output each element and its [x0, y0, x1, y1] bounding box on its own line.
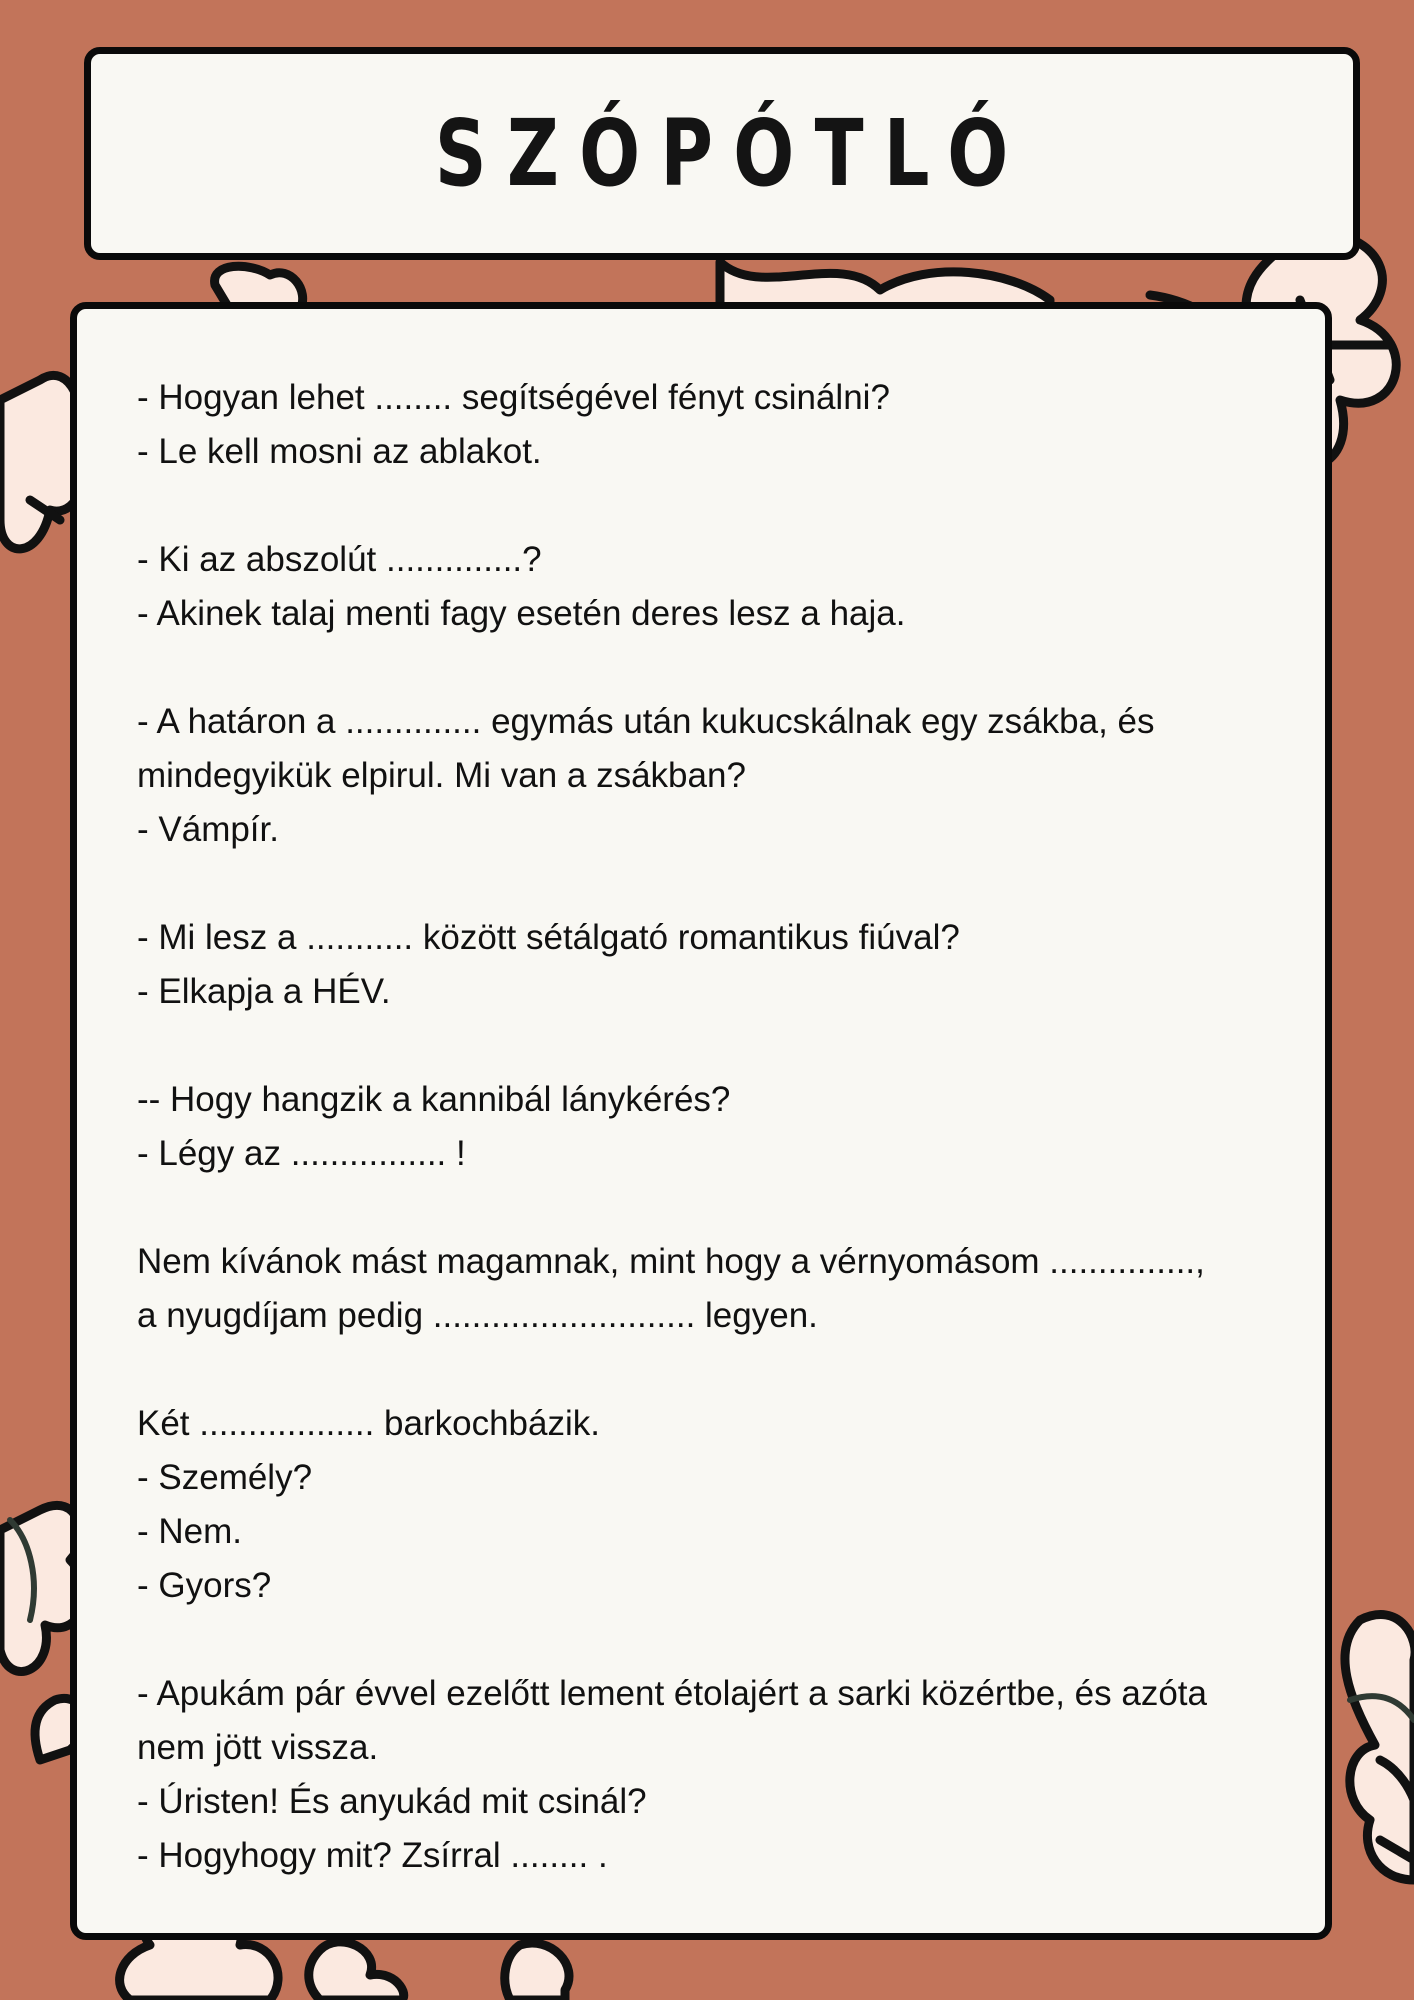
joke-line: mindegyikük elpirul. Mi van a zsákban? [137, 756, 746, 795]
joke-spacer [137, 641, 1325, 695]
joke-block [137, 1073, 1325, 1181]
joke-line: a nyugdíjam pedig ........................... legyen. [137, 1296, 818, 1335]
joke-line: - Ki az abszolút ..............? [137, 540, 542, 579]
joke-line: - Nem. [137, 1512, 242, 1551]
title-banner [84, 47, 1360, 260]
joke-line: - Akinek talaj menti fagy esetén deres lesz a haja. [137, 594, 906, 633]
joke-spacer [137, 1343, 1325, 1397]
joke-line: - Hogyhogy mit? Zsírral ........ . [137, 1836, 608, 1875]
joke-spacer [137, 1613, 1325, 1667]
joke-line: - Légy az ................ ! [137, 1134, 466, 1173]
joke-line: nem jött vissza. [137, 1728, 379, 1767]
joke-line: - Apukám pár évvel ezelőtt lement étolajért a sarki közértbe, és azóta [137, 1674, 1207, 1713]
joke-block [137, 911, 1325, 1019]
joke-block [137, 1397, 1325, 1613]
joke-line: Nem kívánok mást magamnak, mint hogy a vérnyomásom ..............., [137, 1242, 1205, 1281]
joke-line: -- Hogy hangzik a kannibál lánykérés? [137, 1080, 731, 1119]
joke-line: - Személy? [137, 1458, 313, 1497]
joke-line: - Elkapja a HÉV. [137, 972, 391, 1011]
jokes-card [70, 302, 1332, 1940]
joke-block [137, 1667, 1325, 1883]
joke-line: - Gyors? [137, 1566, 272, 1605]
page-title: SZÓPÓTLÓ [435, 100, 1029, 207]
joke-spacer [137, 1019, 1325, 1073]
joke-block [137, 695, 1325, 857]
joke-line: - Hogyan lehet ........ segítségével fényt csinálni? [137, 378, 890, 417]
joke-line: Két .................. barkochbázik. [137, 1404, 600, 1443]
joke-block [137, 371, 1325, 479]
joke-line: - Vámpír. [137, 810, 279, 849]
joke-line: - A határon a .............. egymás után kukucskálnak egy zsákba, és [137, 702, 1155, 741]
joke-line: - Úristen! És anyukád mit csinál? [137, 1782, 647, 1821]
joke-line: - Mi lesz a ........... között sétálgató romantikus fiúval? [137, 918, 960, 957]
joke-line: - Le kell mosni az ablakot. [137, 432, 542, 471]
joke-block [137, 1235, 1325, 1343]
joke-spacer [137, 479, 1325, 533]
joke-block [137, 533, 1325, 641]
joke-spacer [137, 1181, 1325, 1235]
joke-spacer [137, 857, 1325, 911]
